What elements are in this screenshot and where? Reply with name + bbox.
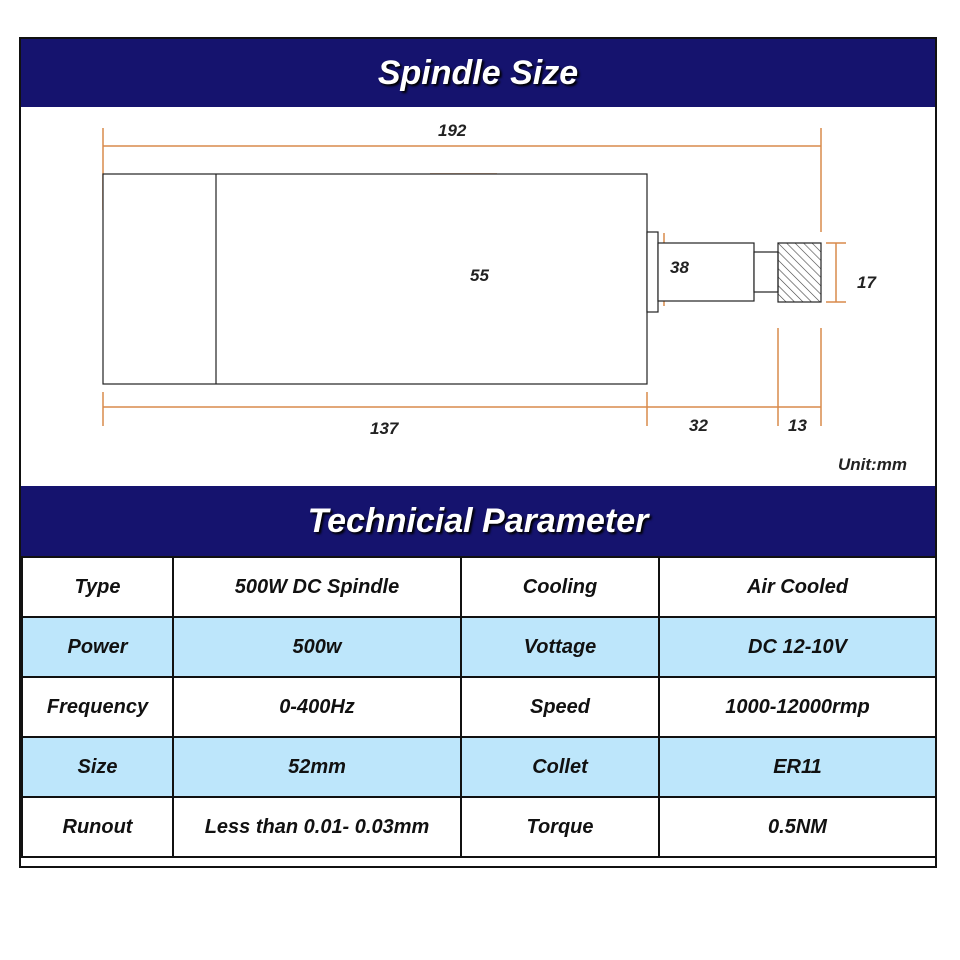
param-value: 500w — [173, 617, 461, 677]
param-label: Cooling — [461, 557, 659, 617]
param-label: Power — [22, 617, 173, 677]
param-label: Vottage — [461, 617, 659, 677]
param-label: Runout — [22, 797, 173, 857]
parameter-table — [21, 556, 937, 858]
spindle-size-title: Spindle Size — [377, 53, 579, 92]
param-label: Type — [22, 557, 173, 617]
unit-label: Unit:mm — [838, 455, 907, 474]
param-label: Size — [22, 737, 173, 797]
dim-shaft-length: 32 — [689, 416, 708, 435]
param-label: Frequency — [22, 677, 173, 737]
dim-body-length: 137 — [370, 419, 399, 438]
parameter-banner — [21, 486, 935, 556]
param-label: Torque — [461, 797, 659, 857]
param-value: 52mm — [173, 737, 461, 797]
spindle-body — [103, 174, 647, 384]
spindle-dimension-drawing — [21, 107, 935, 486]
param-value: 500W DC Spindle — [173, 557, 461, 617]
param-value: Less than 0.01- 0.03mm — [173, 797, 461, 857]
param-value: Air Cooled — [659, 557, 936, 617]
param-label: Speed — [461, 677, 659, 737]
dim-total-length: 192 — [438, 121, 467, 140]
dim-diameter: 55 — [470, 266, 489, 285]
dim-collet-length: 13 — [788, 416, 807, 435]
collet-nut — [778, 243, 821, 302]
table-row — [22, 737, 936, 797]
spindle-flange — [647, 232, 658, 312]
param-value: DC 12-10V — [659, 617, 936, 677]
parameter-title: Technicial Parameter — [307, 501, 649, 540]
spindle-outline — [103, 174, 821, 384]
table-row — [22, 617, 936, 677]
param-value: ER11 — [659, 737, 936, 797]
param-value: 1000-12000rmp — [659, 677, 936, 737]
table-row — [22, 797, 936, 857]
spindle-neck — [754, 252, 778, 292]
param-label: Collet — [461, 737, 659, 797]
table-row — [22, 557, 936, 617]
param-value: 0.5NM — [659, 797, 936, 857]
table-row — [22, 677, 936, 737]
dim-flange: 38 — [670, 258, 689, 277]
dim-collet-diameter: 17 — [857, 273, 876, 292]
param-value: 0-400Hz — [173, 677, 461, 737]
